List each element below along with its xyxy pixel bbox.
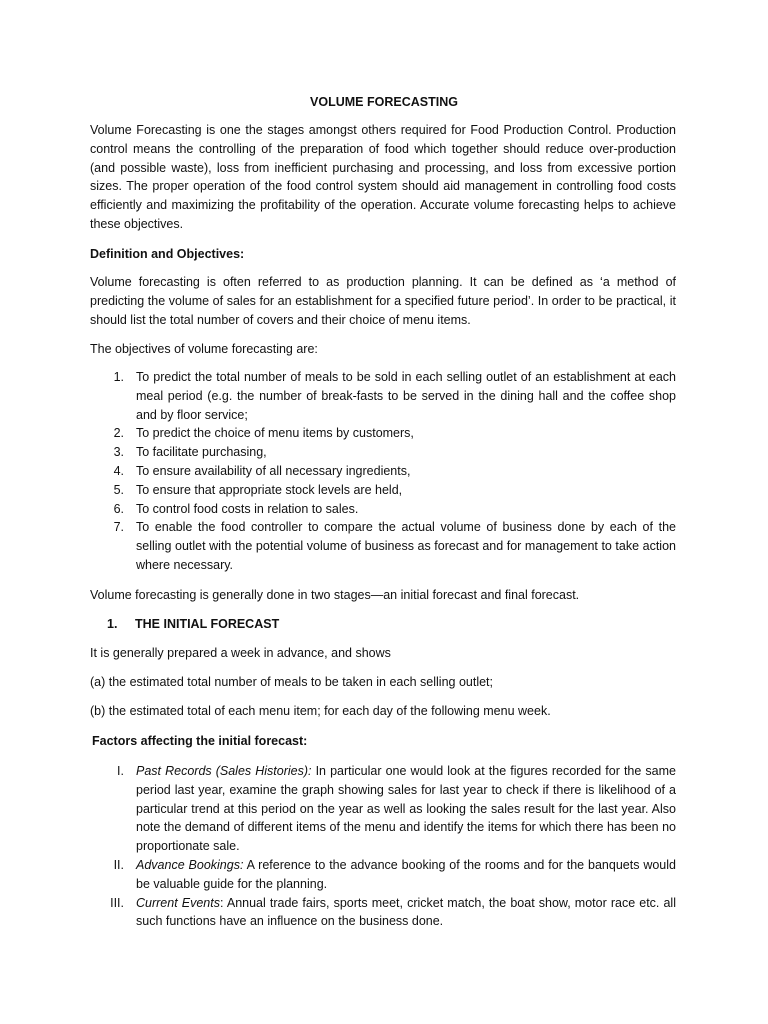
factors-list — [90, 762, 676, 931]
factor-label: Advance Bookings: — [136, 857, 244, 872]
list-item-text: To control food costs in relation to sales. — [136, 501, 359, 516]
list-item — [90, 368, 676, 424]
list-item — [90, 500, 676, 519]
list-item-number: 3. — [113, 445, 124, 460]
list-item-number: III. — [110, 895, 124, 910]
list-item-number: 4. — [113, 463, 124, 478]
list-item — [90, 518, 676, 574]
objectives-intro: The objectives of volume forecasting are: — [90, 342, 318, 356]
list-item — [90, 424, 676, 443]
list-item-number: II. — [113, 857, 124, 872]
factor-text: A reference to the advance booking of the rooms and for the banquets would be valuable guide for the planning. — [136, 857, 676, 891]
list-item-number: I. — [117, 764, 124, 778]
initial-item-b: (b) the estimated total of each menu item; for each day of the following menu week. — [90, 704, 551, 718]
list-item — [90, 762, 676, 856]
list-item-number: 2. — [113, 426, 124, 441]
list-item-text: To ensure availability of all necessary ingredients, — [136, 463, 411, 478]
definition-heading: Definition and Objectives: — [90, 247, 245, 261]
factors-heading: Factors affecting the initial forecast: — [92, 734, 308, 748]
section-number: 1. — [107, 617, 118, 631]
list-item — [90, 443, 676, 462]
stages-paragraph: Volume forecasting is generally done in two stages—an initial forecast and final forecast. — [90, 588, 580, 602]
list-item-number: 7. — [113, 520, 124, 535]
list-item — [90, 481, 676, 500]
list-item-text: To predict the total number of meals to be sold in each selling outlet of an establishment at each meal period (e.g. the number of break-fasts to be served in the dining hall and the coffee shop and by floor service; — [136, 370, 676, 422]
factor-text: In particular one would look at the figures recorded for the same period last year, examine the graph showing sales for last year to check if there is likelihood of a particular trend at this period on the year as well as looking the sales result for the last year. Also note the demand of different items of the menu and identify the items for which there has been no proportionate sale. — [136, 764, 676, 854]
initial-forecast-heading — [107, 615, 279, 634]
list-item-number: 6. — [113, 501, 124, 516]
list-item-text: To ensure that appropriate stock levels are held, — [136, 482, 403, 497]
factor-label: Current Events — [136, 895, 220, 910]
factor-label: Past Records (Sales Histories): — [136, 764, 312, 778]
document-title: VOLUME FORECASTING — [310, 95, 458, 109]
list-item-text: To facilitate purchasing, — [136, 445, 267, 460]
list-item-text: To enable the food controller to compare the actual volume of business done by each of the selling outlet with the potential volume of business as forecast and for management to take action where necessary. — [136, 520, 676, 572]
factor-text: : Annual trade fairs, sports meet, cricket match, the boat show, motor race etc. all such functions have an influence on the business done. — [136, 895, 676, 929]
intro-paragraph: Volume Forecasting is one the stages amongst others required for Food Production Control. Production control means the controlling of the preparation of food which together should reduce over-production (and possible waste), loss from inefficient purchasing and processing, and loss from excessive portion sizes. The proper operation of the food control system should aid management in controlling food costs efficiently and maximizing the profitability of the operation. Accurate volume forecasting helps to achieve these objectives. — [90, 123, 676, 231]
list-item-number: 1. — [113, 370, 124, 384]
list-item-text: To predict the choice of menu items by customers, — [136, 426, 414, 441]
list-item — [90, 462, 676, 481]
initial-item-a: (a) the estimated total number of meals to be taken in each selling outlet; — [90, 675, 494, 689]
section-title: THE INITIAL FORECAST — [135, 617, 280, 631]
initial-forecast-paragraph: It is generally prepared a week in advance, and shows — [90, 646, 391, 660]
list-item — [90, 894, 676, 932]
definition-paragraph: Volume forecasting is often referred to as production planning. It can be defined as ‘a method of predicting the volume of sales for an establishment for a specified future period’. In order to be practical, it should list the total number of covers and their choice of menu items. — [90, 275, 676, 327]
list-item-number: 5. — [113, 482, 124, 497]
list-item — [90, 856, 676, 894]
objectives-list — [90, 368, 676, 575]
